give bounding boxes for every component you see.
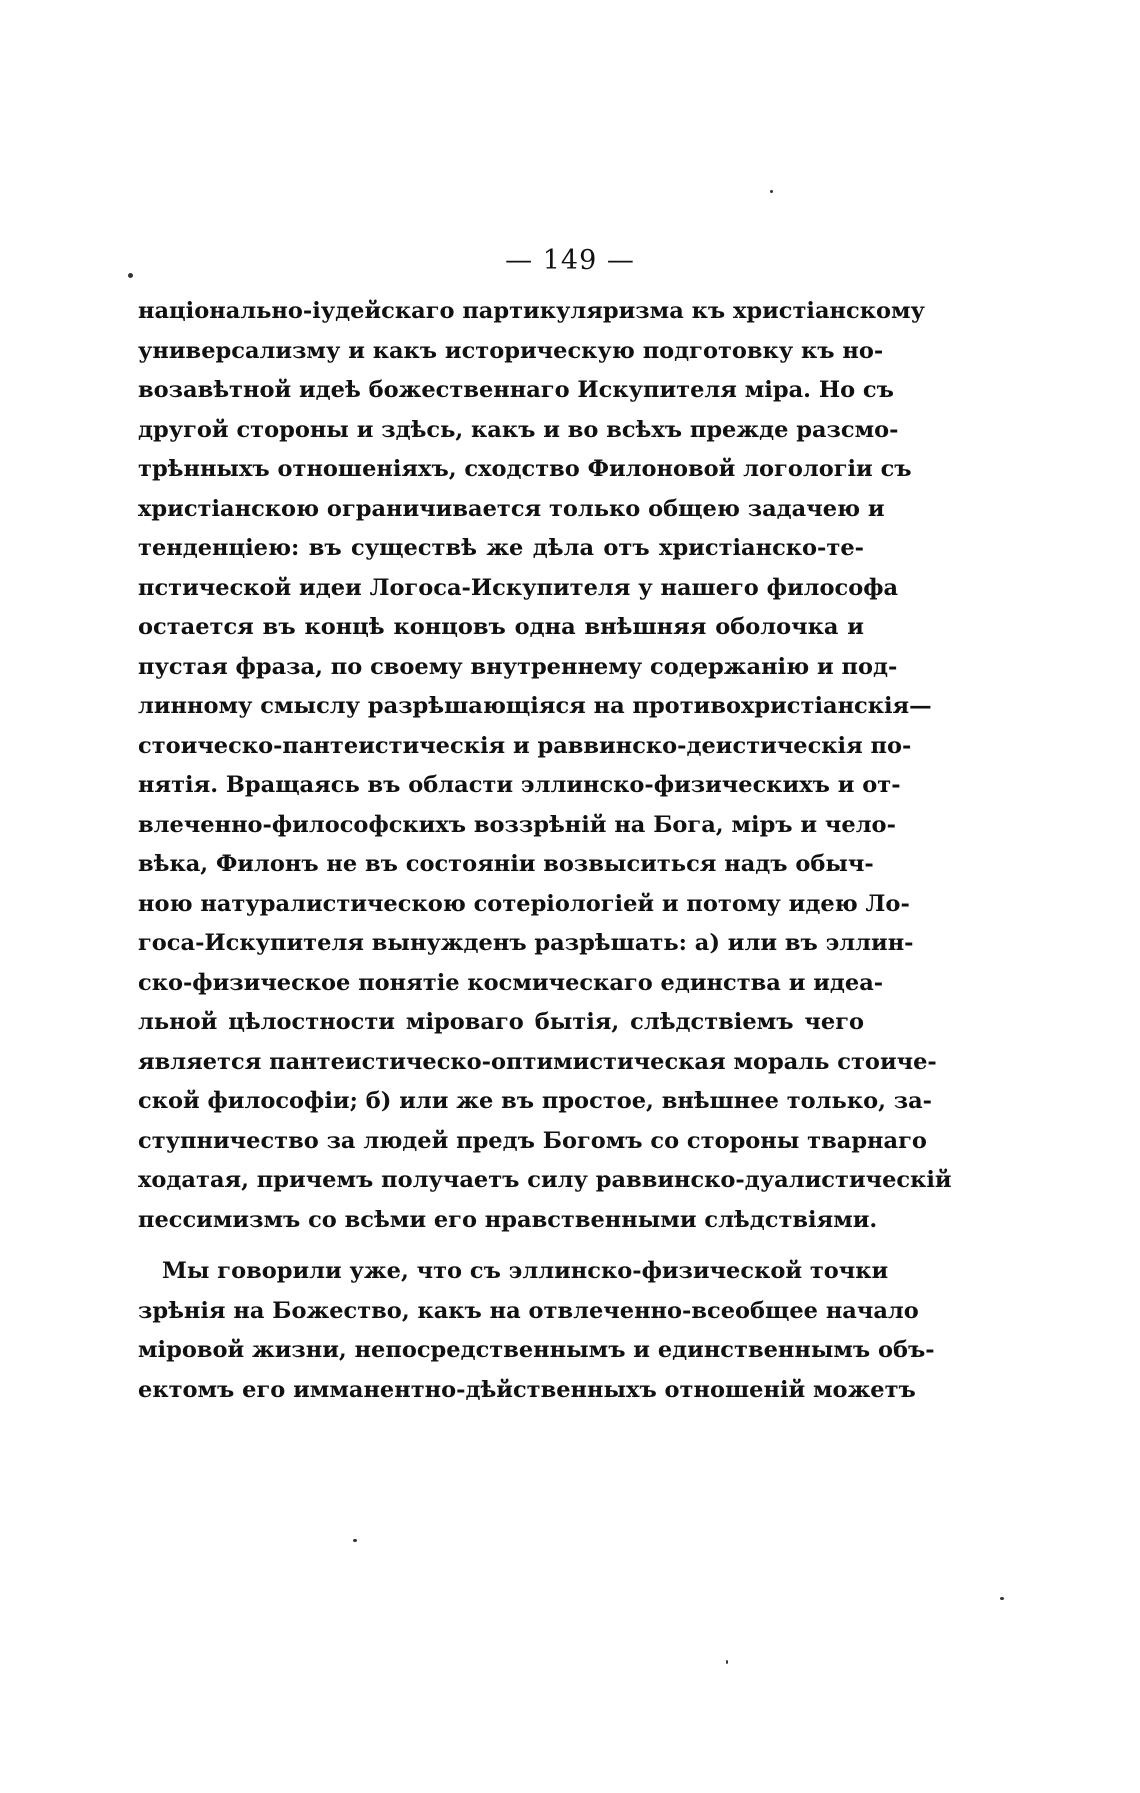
text-line: возавѣтной идеѣ божественнаго Искупителя міра. Но съ [138,377,894,403]
text-line: льной цѣлостности міроваго бытія, слѣдствіемъ чего [138,1009,864,1035]
text-line: зрѣнія на Божество, какъ на отвлеченно-всеобщее начало [138,1297,919,1324]
text-line: ектомъ его имманентно-дѣйственныхъ отношеній можетъ [138,1376,916,1403]
scan-speck [770,190,773,193]
text-line: госа-Искупителя вынужденъ разрѣшать: а) или въ эллин- [138,930,914,956]
paragraph-2 [138,1252,935,1410]
page-number: — 149 — [505,245,635,276]
text-line: міровой жизни, непосредственнымъ и единственнымъ объ- [138,1337,935,1363]
text-line: линному смыслу разрѣшающіяся на противохристіанскія— [138,693,932,719]
text-line: влеченно-философскихъ воззрѣній на Бога, міръ и чело- [138,811,896,838]
text-line: ско-физическое понятіе космическаго единства и идеа- [138,969,884,996]
paragraph-1 [138,292,952,1240]
text-line: вѣка, Филонъ не въ состояніи возвыситься надъ обыч- [138,851,874,877]
scan-speck [128,273,133,278]
text-line: остается въ концѣ концовъ одна внѣшняя оболочка и [138,614,864,640]
text-line: трѣнныхъ отношеніяхъ, сходство Филоновой логологіи съ [138,456,912,482]
text-line: является пантеистическо-оптимистическая мораль стоиче- [138,1048,937,1075]
text-line: ской философіи; б) или же въ простое, внѣшнее только, за- [138,1088,933,1114]
text-line: ною натуралистическою сотеріологіей и потому идею Ло- [138,890,910,917]
text-line: стоическо-пантеистическія и раввинско-деистическія по- [138,732,912,759]
text-line: христіанскою ограничивается только общею задачею и [138,495,885,522]
text-line: тенденціею: въ существѣ же дѣла отъ христіанско-те- [138,535,864,561]
text-line: пстической идеи Логоса-Искупителя у нашего философа [138,574,899,601]
text-line: пустая фраза, по своему внутреннему содержанію и под- [138,653,898,680]
text-line: Мы говорили уже, что съ эллинско-физической точки [162,1258,889,1284]
text-line: національно-іудейскаго партикуляризма къ христіанскому [138,298,925,324]
text-line: ступничество за людей предъ Богомъ со стороны тварнаго [138,1127,927,1154]
scan-speck [726,1660,728,1664]
scan-speck [353,1539,357,1542]
text-line: универсализму и какъ историческую подготовку къ но- [138,337,884,364]
text-line: нятія. Вращаясь въ области эллинско-физическихъ и от- [138,772,901,798]
text-line: ходатая, причемъ получаетъ силу раввинско-дуалистическій [138,1167,952,1193]
text-line: другой стороны и здѣсь, какъ и во всѣхъ прежде разсмо- [138,416,899,443]
text-line: пессимизмъ со всѣми его нравственными слѣдствіями. [138,1206,878,1233]
text-body [138,292,952,1410]
scan-speck [1000,1597,1004,1600]
